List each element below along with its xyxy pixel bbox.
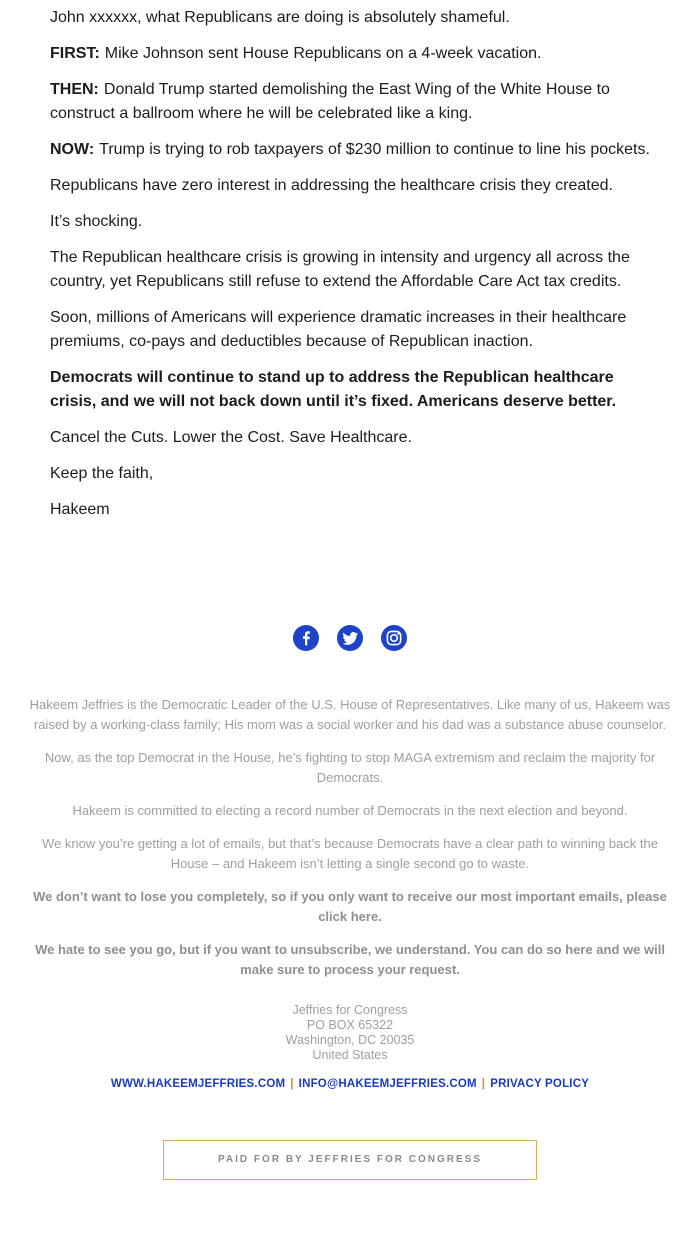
- paragraph-text: It’s shocking.: [50, 213, 143, 230]
- address-line-country: United States: [312, 1048, 388, 1062]
- footer-paragraph-unsubscribe: We hate to see you go, but if you want to unsubscribe, we understand. You can do so here and we will make sure to process your request.: [35, 942, 665, 977]
- footer-paragraph: Now, as the top Democrat in the House, he’s fighting to stop MAGA extremism and reclaim the majority for Democrats.: [44, 750, 656, 785]
- paragraph-text: Democrats will continue to stand up to address the Republican healthcare crisis, and we will not back down until it’s fixed. Americans deserve better.: [50, 369, 617, 410]
- instagram-icon: [381, 625, 407, 651]
- body-paragraph: [50, 210, 654, 234]
- body-paragraph: [50, 78, 654, 126]
- facebook-link[interactable]: [293, 625, 319, 651]
- paragraph-text: Mike Johnson sent House Republicans on a 4-week vacation.: [104, 45, 542, 62]
- body-paragraph: [50, 42, 654, 66]
- twitter-link[interactable]: [337, 625, 363, 651]
- website-link[interactable]: WWW.HAKEEMJEFFRIES.COM: [110, 1078, 286, 1090]
- paragraph-text: Cancel the Cuts. Lower the Cost. Save Healthcare.: [50, 429, 412, 446]
- footer-paragraph: Hakeem is committed to electing a record number of Democrats in the next election and beyond.: [72, 803, 628, 818]
- paragraph-text: Keep the faith,: [50, 465, 154, 482]
- twitter-icon: [337, 625, 363, 651]
- instagram-link[interactable]: [381, 625, 407, 651]
- footer-paragraph-important-emails: We don’t want to lose you completely, so if you only want to receive our most important emails, please click here.: [33, 889, 667, 924]
- paragraph-text: Soon, millions of Americans will experience dramatic increases in their healthcare premiums, co-pays and deductibles because of Republican inaction.: [50, 309, 627, 350]
- paragraph-lead: FIRST:: [50, 45, 100, 62]
- body-paragraph: [50, 6, 654, 30]
- paragraph-text: John xxxxxx, what Republicans are doing is absolutely shameful.: [50, 9, 510, 26]
- email-address-link[interactable]: INFO@HAKEEMJEFFRIES.COM: [298, 1078, 477, 1090]
- body-paragraph-emphasis: [50, 366, 654, 414]
- link-separator: |: [290, 1078, 294, 1090]
- footer-paragraph: Hakeem Jeffries is the Democratic Leader of the U.S. House of Representatives. Like many of us, Hakeem was raised by a working-class family; His mom was a social worker and his dad was a substance abuse counselor.: [29, 697, 671, 732]
- body-paragraph: [50, 306, 654, 354]
- footer-links-row: [22, 1074, 678, 1094]
- privacy-policy-link[interactable]: PRIVACY POLICY: [490, 1078, 590, 1090]
- body-paragraph: [50, 426, 654, 450]
- email-body: [0, 0, 700, 522]
- body-paragraph: [50, 174, 654, 198]
- paragraph-lead: THEN:: [50, 81, 99, 98]
- paragraph-text: Trump is trying to rob taxpayers of $230 million to continue to line his pockets.: [99, 141, 650, 158]
- body-paragraph-signature: [50, 498, 654, 522]
- address-line-pobox: PO BOX 65322: [306, 1018, 394, 1032]
- address-line-organization: Jeffries for Congress: [292, 1003, 408, 1017]
- paragraph-text: Hakeem: [50, 501, 110, 518]
- body-paragraph: [50, 138, 654, 162]
- footer-paragraph: We know you’re getting a lot of emails, but that’s because Democrats have a clear path to winning back the House – and Hakeem isn’t letting a single second go to waste.: [42, 836, 658, 871]
- paragraph-text: Republicans have zero interest in addressing the healthcare crisis they created.: [50, 177, 613, 194]
- body-paragraph: [50, 246, 654, 294]
- body-paragraph: [50, 462, 654, 486]
- link-separator: |: [481, 1078, 486, 1090]
- facebook-icon: [293, 625, 319, 651]
- social-links-row: [0, 625, 700, 651]
- paragraph-lead: NOW:: [50, 141, 95, 158]
- paragraph-text: The Republican healthcare crisis is growing in intensity and urgency all across the country, yet Republicans still refuse to extend the Affordable Care Act tax credits.: [50, 249, 630, 290]
- address-line-city: Washington, DC 20035: [285, 1033, 415, 1047]
- mailing-address: [22, 1003, 678, 1063]
- paragraph-text: Donald Trump started demolishing the East Wing of the White House to construct a ballroom where he will be celebrated like a king.: [50, 81, 610, 122]
- paid-for-disclaimer-text: PAID FOR BY JEFFRIES FOR CONGRESS: [218, 1154, 482, 1165]
- email-footer: [0, 695, 700, 1180]
- paid-for-disclaimer-box: [163, 1140, 537, 1180]
